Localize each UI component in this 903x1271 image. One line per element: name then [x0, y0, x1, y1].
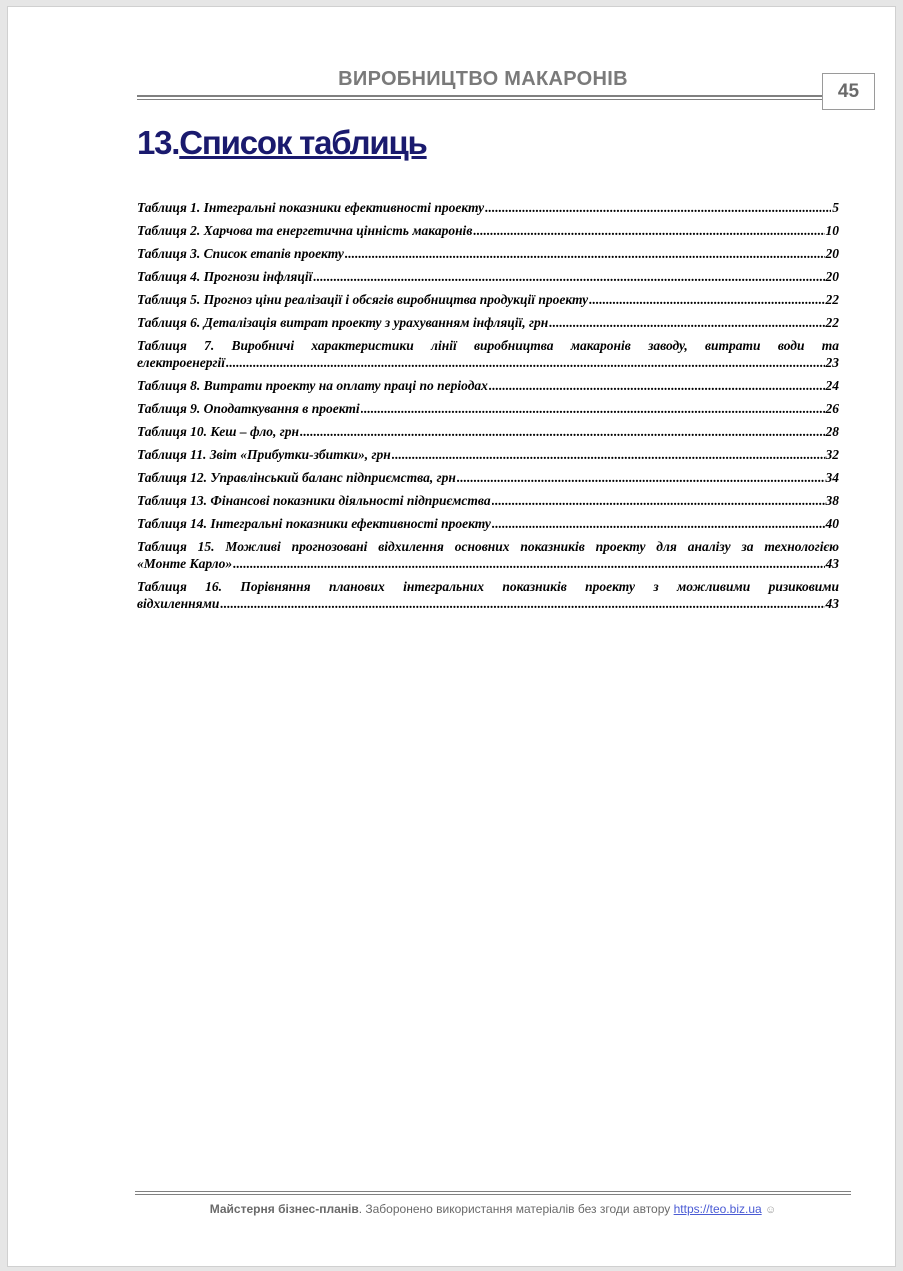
- toc-entry-page: 20: [825, 269, 839, 284]
- toc-entry[interactable]: [137, 377, 839, 394]
- toc-entry-page: 22: [825, 315, 839, 330]
- toc-entry-page: 43: [825, 596, 839, 611]
- dot-leader: [489, 377, 825, 394]
- dot-leader: [300, 423, 825, 440]
- footer-brand: Майстерня бізнес-планів: [209, 1202, 359, 1216]
- toc-entry-label-continuation: «Монте Карло»: [137, 556, 233, 571]
- document-page: [7, 6, 896, 1267]
- footer-divider: [135, 1191, 851, 1195]
- dot-leader: [549, 314, 824, 331]
- toc-entry-label: Таблиця 2. Харчова та енергетична цінність макаронів: [137, 223, 473, 238]
- toc-entry-label: Таблиця 4. Прогнози інфляції: [137, 269, 313, 284]
- toc-entry[interactable]: [137, 538, 839, 572]
- smiley-icon: ☺: [765, 1204, 777, 1216]
- toc-entry[interactable]: [137, 578, 839, 612]
- toc-entry[interactable]: [137, 199, 839, 216]
- toc-entry-page: 23: [825, 355, 839, 370]
- toc-entry-label: Таблиця 16. Порівняння планових інтегральних показників проекту з можливими ризиковими: [137, 579, 839, 594]
- toc-entry-page: 24: [825, 378, 839, 393]
- toc-entry-page: 5: [832, 200, 839, 215]
- dot-leader: [361, 400, 825, 417]
- toc-entry[interactable]: [137, 400, 839, 417]
- dot-leader: [313, 268, 824, 285]
- toc-entry-page: 28: [825, 424, 839, 439]
- toc-entry-label: Таблиця 11. Звіт «Прибутки-збитки», грн: [137, 447, 391, 462]
- toc-entry-page: 43: [825, 556, 839, 571]
- toc-entry-label: Таблиця 10. Кеш – фло, грн: [137, 424, 299, 439]
- toc-entry-label: Таблиця 8. Витрати проекту на оплату праці по періодах: [137, 378, 488, 393]
- toc-entry-label: Таблиця 6. Деталізація витрат проекту з урахуванням інфляції, грн: [137, 315, 549, 330]
- dot-leader: [473, 222, 824, 239]
- toc-entry[interactable]: [137, 291, 839, 308]
- table-of-tables: [137, 199, 839, 618]
- dot-leader: [492, 492, 825, 509]
- toc-entry[interactable]: [137, 492, 839, 509]
- dot-leader: [492, 515, 825, 532]
- toc-entry-label-continuation: електроенергії: [137, 355, 225, 370]
- toc-entry[interactable]: [137, 423, 839, 440]
- section-title[interactable]: Список таблиць: [179, 124, 427, 161]
- toc-entry-page: 10: [825, 223, 839, 238]
- toc-entry-label: Таблиця 12. Управлінський баланс підприємства, грн: [137, 470, 456, 485]
- toc-entry-label: Таблиця 13. Фінансові показники діяльності підприємства: [137, 493, 491, 508]
- toc-entry-page: 20: [825, 246, 839, 261]
- toc-entry-page: 22: [825, 292, 839, 307]
- footer-notice: . Заборонено використання матеріалів без згоди автору: [358, 1202, 674, 1216]
- toc-entry[interactable]: [137, 222, 839, 239]
- toc-entry-label: Таблиця 3. Список етапів проекту: [137, 246, 344, 261]
- toc-entry[interactable]: [137, 245, 839, 262]
- running-header-title: ВИРОБНИЦТВО МАКАРОНІВ: [338, 68, 628, 90]
- dot-leader: [345, 245, 825, 262]
- dot-leader: [485, 199, 831, 216]
- toc-entry-page: 32: [825, 447, 839, 462]
- toc-entry[interactable]: [137, 268, 839, 285]
- section-number: 13.: [137, 124, 180, 161]
- toc-entry-label: Таблиця 7. Виробничі характеристики лінії виробництва макаронів заводу, витрати води та: [137, 338, 839, 353]
- toc-entry-label: Таблиця 15. Можливі прогнозовані відхилення основних показників проекту для аналізу за технологією: [137, 539, 839, 554]
- toc-entry-label: Таблиця 14. Інтегральні показники ефективності проекту: [137, 516, 491, 531]
- dot-leader: [589, 291, 824, 308]
- toc-entry-label: Таблиця 1. Інтегральні показники ефективності проекту: [137, 200, 485, 215]
- dot-leader: [457, 469, 825, 486]
- dot-leader: [392, 446, 825, 463]
- page-number: 45: [822, 73, 875, 110]
- toc-entry[interactable]: [137, 337, 839, 371]
- toc-entry-page: 40: [825, 516, 839, 531]
- toc-entry-label: Таблиця 9. Оподаткування в проекті: [137, 401, 360, 416]
- header-divider: [137, 95, 824, 100]
- toc-entry[interactable]: [137, 314, 839, 331]
- toc-entry[interactable]: [137, 446, 839, 463]
- toc-entry[interactable]: [137, 515, 839, 532]
- toc-entry-page: 38: [825, 493, 839, 508]
- toc-entry[interactable]: [137, 469, 839, 486]
- dot-leader: [226, 354, 825, 371]
- footer-link[interactable]: https://teo.biz.ua: [673, 1202, 762, 1216]
- page-footer: [135, 1202, 851, 1216]
- toc-entry-page: 34: [825, 470, 839, 485]
- toc-entry-page: 26: [825, 401, 839, 416]
- section-heading: [137, 124, 427, 162]
- toc-entry-label-continuation: відхиленнями: [137, 596, 220, 611]
- dot-leader: [233, 555, 824, 572]
- dot-leader: [220, 595, 824, 612]
- toc-entry-label: Таблиця 5. Прогноз ціни реалізації і обсягів виробництва продукції проекту: [137, 292, 589, 307]
